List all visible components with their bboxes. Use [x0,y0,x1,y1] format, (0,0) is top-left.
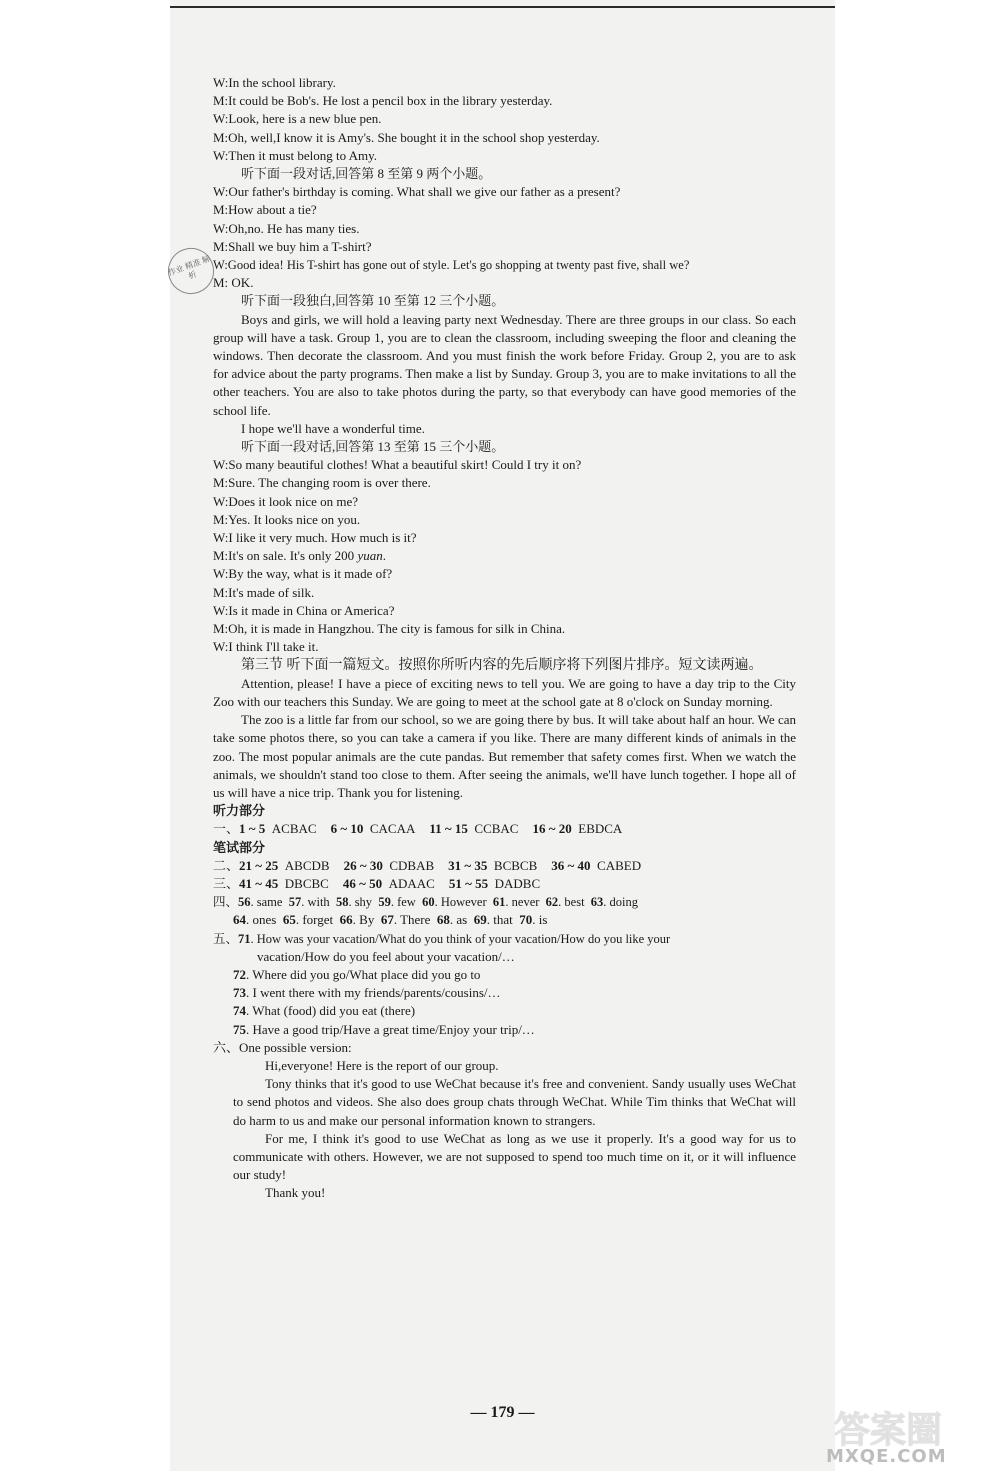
range: 11 ~ 15 [429,821,468,837]
answer: DADBC [494,875,541,891]
qnum: 69 [473,912,487,928]
qnum: 60 [422,895,435,910]
line: W:Look, here is a new blue pen. [213,111,382,127]
qnum: 56 [238,895,251,910]
written-heading: 笔试部分 [213,839,266,855]
line: M:It's made of silk. [213,584,315,600]
section-intro: 听下面一段独白,回答第 10 至第 12 三个小题。 [241,293,505,309]
answers-part-4-row2: 64. ones 65. forget 66. By 67. There 68. as 69. that 70. is [233,912,548,928]
line: W:In the school library. [213,75,336,90]
composition [213,1057,796,1203]
line: W:Our father's birthday is coming. What shall we give our father as a present? [213,184,621,200]
answer: CDBAB [389,857,435,873]
part-prefix: 四、 [213,895,239,910]
qnum: 74 [233,1003,246,1019]
composition-paragraph: Hi,everyone! Here is the report of our group. [265,1057,499,1073]
line: M:Yes. It looks nice on you. [213,511,361,527]
line: W:Does it look nice on me? [213,493,359,509]
answer: ACBAC [271,821,317,837]
answer: that [493,912,513,928]
section-intro: 听下面一段对话,回答第 13 至第 15 三个小题。 [241,439,505,455]
answer: EBDCA [578,821,623,837]
answer: ADAAC [388,875,435,891]
range: 31 ~ 35 [448,857,488,873]
line: M: OK. [213,275,254,291]
answer: There [400,912,431,928]
part-prefix: 三、 [213,875,240,891]
line: M:Oh, it is made in Hangzhou. The city is famous for silk in China. [213,621,566,637]
answer-71-cont: vacation/How do you feel about your vacation/… [257,948,515,964]
part-prefix: 六、 [213,1039,240,1055]
range: 41 ~ 45 [239,875,279,891]
stamp-seal: 作业 精准 解析 [162,242,221,301]
dialog-1 [213,74,796,165]
answer: doing [609,895,639,910]
watermark-logo-text: 答案圈 [834,1410,943,1451]
range: 6 ~ 10 [330,821,364,837]
qnum: 65 [282,912,296,928]
answer: is [538,912,548,928]
answer-71: 五、71. How was your vacation/What do you think of your vacation/How do you like your [213,931,671,946]
line: W:I think I'll take it. [213,639,319,655]
answer-75: 75. Have a good trip/Have a great time/Enjoy your trip/… [233,1021,535,1037]
page-number: — 179 — [470,1404,535,1421]
watermark-site: MXQE.COM [826,1446,947,1467]
answer-74: 74. What (food) did you eat (there) [233,1003,416,1019]
answer: forget [302,912,334,928]
line: M:How about a tie? [213,202,317,218]
passage-paragraph: The zoo is a little far from our school, so we are going there by bus. It will take about half an hour. We can take some photos there, so you can take a camera if you like. There are many different kinds of animals in the zoo. The most popular animals are the cute pandas. But remember that safety comes first. When we watch the animals, we shouldn't stand too close to them. After seeing the animals, we'll have lunch together. I hope all of us will have a nice trip. Thank you for listening. [213,712,796,800]
line: M:Shall we buy him a T-shirt? [213,238,372,254]
line: M:It could be Bob's. He lost a pencil box in the library yesterday. [213,93,553,109]
answer: I went there with my friends/parents/cousins/… [252,985,501,1001]
range: 36 ~ 40 [551,857,591,873]
answer: best [564,895,585,910]
qnum: 73 [233,985,246,1001]
line: M:Sure. The changing room is over there. [213,475,431,491]
answer: DBCBC [284,875,329,891]
answer: with [307,895,330,910]
version-label: One possible version: [239,1039,352,1055]
answer-73: 73. I went there with my friends/parents/cousins/… [233,985,501,1001]
answers-part-1 [213,820,796,838]
answers-part-4-row1: 四、56. same 57. with 58. shy 59. few 60. However 61. never 62. best 63. doing [213,895,639,910]
qnum: 64 [233,912,246,928]
answer: CABED [597,857,642,873]
line: W:Good idea! His T-shirt has gone out of style. Let's go shopping at twenty past five, shall we? [213,258,690,273]
document-body [213,74,796,1203]
answer-part-6-label [213,1039,796,1057]
range: 51 ~ 55 [448,875,489,891]
answer: CACAA [369,821,416,837]
qnum: 72 [233,966,246,982]
answer: as [456,912,468,928]
line: M:It's on sale. It's only 200 yuan. [213,548,386,564]
answers-part-3 [213,875,796,893]
range: 21 ~ 25 [239,857,279,873]
monologue-paragraph: Boys and girls, we will hold a leaving party next Wednesday. There are three groups in our class. So each group will have a task. Group 1, you are to clean the classroom, including sweeping the floor and cleaning the windows. Then decorate the classroom. And you must finish the work before Friday. Group 2, you are to ask for advice about the party programs. Then make a list by Sunday. Group 3, you are to make invitations to all the other teachers. You are also to take photos during the party, so that everybody can have good memories of the school life. [213,311,796,418]
line: W:Then it must belong to Amy. [213,147,378,163]
qnum: 67 [380,912,394,928]
answer: BCBCB [493,857,538,873]
qnum: 70 [519,912,533,928]
range: 26 ~ 30 [343,857,383,873]
answer: CCBAC [474,821,519,837]
qnum: 71 [238,931,251,946]
dialog-2 [213,183,796,292]
qnum: 58 [335,895,349,910]
part-prefix: 一、 [213,821,240,837]
range: 1 ~ 5 [239,821,266,837]
dialog-3 [213,456,796,656]
listening-heading: 听力部分 [213,803,266,819]
line: W:So many beautiful clothes! What a beautiful skirt! Could I try it on? [213,457,582,473]
monologue-paragraph: I hope we'll have a wonderful time. [241,420,425,436]
range: 46 ~ 50 [342,875,383,891]
answer: Where did you go/What place did you go to [252,966,481,982]
answer: What (food) did you eat (there) [252,1003,416,1019]
answer: ones [252,912,277,928]
answer: By [359,912,375,928]
part-prefix: 二、 [213,857,240,873]
line: W:By the way, what is it made of? [213,566,393,582]
composition-paragraph: For me, I think it's good to use WeChat as long as we use it properly. It's a good way for us to communicate with others. However, we are not supposed to spend too much time on it, or it will influence our study! [233,1130,796,1183]
answer: Have a good trip/Have a great time/Enjoy your trip/… [252,1021,535,1037]
answer: never [511,895,540,910]
line: W:Is it made in China or America? [213,602,395,618]
part-prefix: 五、 [213,931,239,946]
qnum: 66 [339,912,353,928]
answer: How was your vacation/What do you think of your vacation/How do you like your [256,931,671,946]
qnum: 57 [288,895,302,910]
qnum: 75 [233,1021,246,1037]
qnum: 63 [590,895,604,910]
answer: same [256,895,283,910]
top-rule [170,6,835,8]
answers-part-2 [213,857,796,875]
line: M:Oh, well,I know it is Amy's. She bought it in the school shop yesterday. [213,129,600,145]
line: W:I like it very much. How much is it? [213,530,417,546]
composition-paragraph: Thank you! [265,1185,326,1201]
qnum: 61 [492,895,506,910]
answer: ABCDB [284,857,330,873]
section-intro: 听下面一段对话,回答第 8 至第 9 两个小题。 [241,166,492,182]
line: W:Oh,no. He has many ties. [213,220,360,236]
section-three-instruction: 第三节 听下面一篇短文。按照你所听内容的先后顺序将下列图片排序。短文读两遍。 [241,657,763,673]
qnum: 59 [378,895,391,910]
answer-72: 72. Where did you go/What place did you go to [233,966,481,982]
qnum: 68 [436,912,450,928]
passage-paragraph: Attention, please! I have a piece of exciting news to tell you. We are going to have a day trip to the City Zoo with our teachers this Sunday. We are going to meet at the school gate at 8 o'clock on Sunday morning. [213,675,796,709]
range: 16 ~ 20 [532,821,572,837]
answer: However [440,895,487,910]
answer: shy [354,895,373,910]
qnum: 62 [545,895,559,910]
answer: few [397,895,416,910]
composition-paragraph: Tony thinks that it's good to use WeChat because it's free and convenient. Sandy usually uses WeChat to send photos and videos. She also does group chats through WeChat. While Tim thinks that WeChat will do harm to us and make our personal information known to strangers. [233,1076,796,1128]
